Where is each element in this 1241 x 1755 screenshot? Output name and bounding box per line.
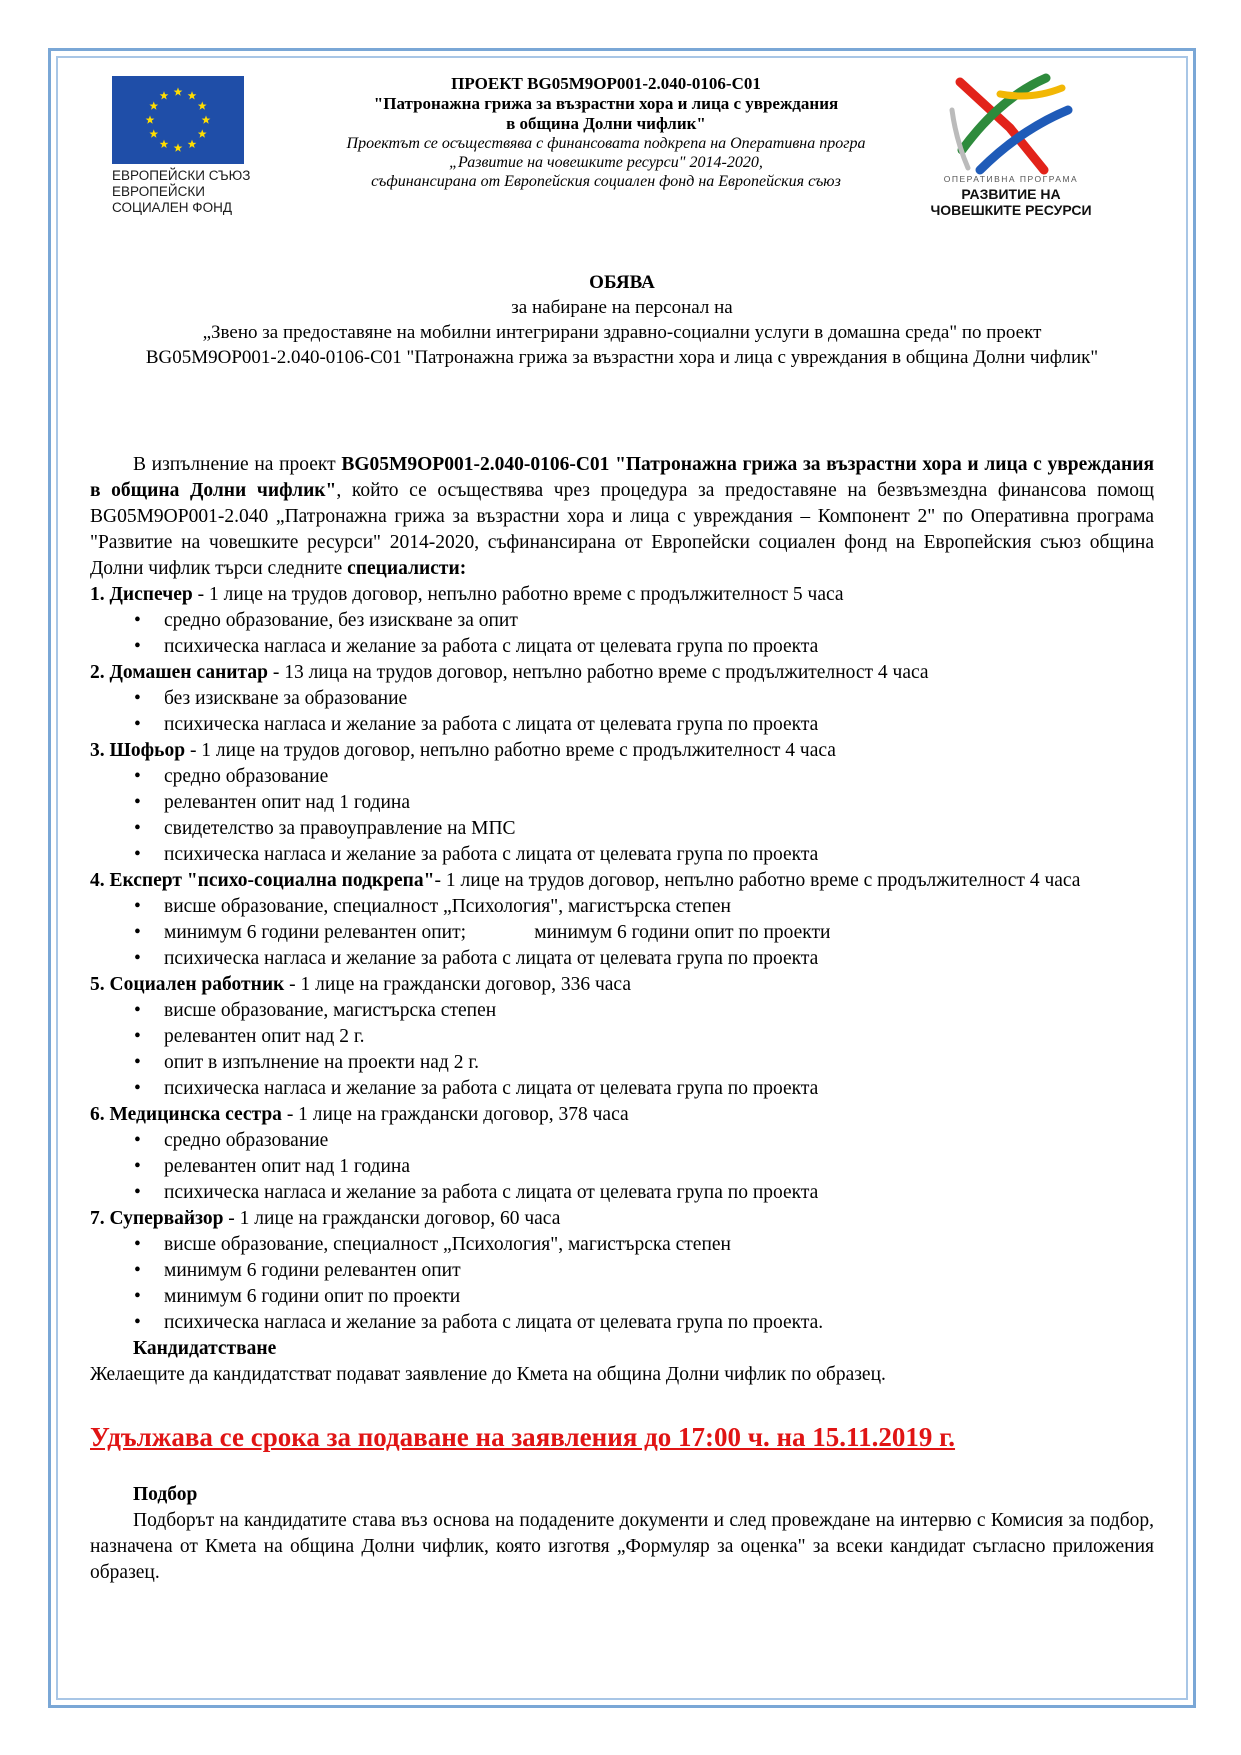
selection-text: Подборът на кандидатите става въз основа на подадените документи и след провеждане на интервю с Комисия за подбор, назначена от Кмета на община Долни чифлик, която изготвя „Формуляр за оценка" за всеки кандидат съгласно приложения образец. [90, 1510, 1154, 1583]
position-heading [90, 972, 1154, 998]
requirement-item: • висше образование, магистърска степен [134, 998, 1154, 1024]
application-text: Желаещите да кандидатстват подават заявление до Кмета на община Долни чифлик по образец. [90, 1364, 886, 1385]
requirement-list [90, 1232, 1154, 1336]
requirement-list [90, 894, 1154, 972]
selection-label: Подбор [133, 1484, 198, 1505]
position-heading [90, 1206, 1154, 1232]
funding-line: Проектът се осъществява с финансовата подкрепа на Оперативна програ [346, 135, 866, 152]
eu-label-line: ЕВРОПЕЙСКИ [112, 184, 205, 199]
op-label-big [926, 186, 1096, 218]
funding-line: „Развитие на човешките ресурси" 2014-2020, [449, 154, 763, 171]
position-desc: - 1 лице на граждански договор, 336 часа [284, 974, 631, 995]
position-title: 3. Шофьор [90, 740, 186, 761]
position-title: 4. Експерт "психо-социална подкрепа" [90, 870, 435, 891]
requirement-item: • висше образование, специалност „Психология", магистърска степен [134, 1232, 1154, 1258]
intro-text: , който се осъществява чрез процедура за предоставяне на безвъзмездна финансова помощ BG05M9OP001-2.040 „Патронажна грижа за възрастни хора и лица с увреждания – Компонент 2" по Оперативна програма "Развитие на човешките ресурси" 2014-2020, съфинансирана от Европейски социален фонд на Европейския съюз община Долни чифлик търси следните [90, 480, 1154, 579]
position-heading [90, 738, 1154, 764]
op-human-resources-logo [940, 70, 1080, 178]
requirement-item: • психическа нагласа и желание за работа с лицата от целевата група по проекта. [134, 1310, 1154, 1336]
announcement-heading: ОБЯВА [589, 272, 655, 293]
eu-label-line: СОЦИАЛЕН ФОНД [112, 200, 232, 215]
intro-specialists: специалисти: [347, 558, 467, 579]
requirement-item: • психическа нагласа и желание за работа с лицата от целевата група по проекта [134, 634, 1154, 660]
requirement-item: • психическа нагласа и желание за работа с лицата от целевата група по проекта [134, 1180, 1154, 1206]
requirement-item: • релевантен опит над 1 година [134, 1154, 1154, 1180]
requirement-item: • средно образование, без изискване за опит [134, 608, 1154, 634]
requirement-list [90, 998, 1154, 1102]
requirement-item: • психическа нагласа и желание за работа с лицата от целевата група по проекта [134, 842, 1154, 868]
op-label-line: РАЗВИТИЕ НА [961, 186, 1061, 202]
intro-paragraph [90, 452, 1154, 582]
requirement-item: • психическа нагласа и желание за работа с лицата от целевата група по проекта [134, 946, 1154, 972]
eu-label-line: ЕВРОПЕЙСКИ СЪЮЗ [112, 168, 251, 183]
project-title-line: "Патронажна грижа за възрастни хора и лица с увреждания [373, 94, 839, 113]
position-item [90, 1102, 1154, 1206]
position-title: 5. Социален работник [90, 974, 285, 995]
position-title: 1. Диспечер [90, 584, 193, 605]
position-heading [90, 582, 1154, 608]
project-code: ПРОЕКТ BG05M9OP001-2.040-0106-C01 [451, 74, 761, 93]
requirement-list [90, 764, 1154, 868]
requirement-item: • средно образование [134, 764, 1154, 790]
position-list [90, 582, 1154, 1336]
position-item [90, 1206, 1154, 1336]
requirement-list [90, 608, 1154, 660]
requirement-list [90, 1128, 1154, 1206]
requirement-item: • без изискване за образование [134, 686, 1154, 712]
announcement-title [90, 270, 1154, 370]
requirement-item: • минимум 6 години релевантен опит [134, 1258, 1154, 1284]
eu-label [112, 168, 262, 216]
position-heading [90, 1102, 1154, 1128]
requirement-item: • психическа нагласа и желание за работа с лицата от целевата група по проекта [134, 1076, 1154, 1102]
position-title: 6. Медицинска сестра [90, 1104, 282, 1125]
intro-project: BG05M9OP001-2.040-0106-C01 "Патронажна грижа за възрастни хора и лица с увреждания в община Долни чифлик" [90, 454, 1155, 501]
requirement-list [90, 686, 1154, 738]
position-item [90, 972, 1154, 1102]
deadline-notice: Удължава се срока за подаване на заявления до 17:00 ч. на 15.11.2019 г. [90, 1422, 956, 1452]
position-title: 2. Домашен санитар [90, 662, 268, 683]
position-item [90, 660, 1154, 738]
position-heading [90, 660, 1154, 686]
intro-text: В изпълнение на проект [133, 454, 342, 475]
funding-line: съфинансирана от Европейския социален фонд на Европейския съюз [371, 173, 841, 190]
position-desc: - 13 лица на трудов договор, непълно работно време с продължителност 4 часа [267, 662, 929, 683]
position-item [90, 582, 1154, 660]
requirement-item: • опит в изпълнение на проекти над 2 г. [134, 1050, 1154, 1076]
announcement-body [90, 452, 1154, 1586]
position-desc: - 1 лице на граждански договор, 378 часа [281, 1104, 629, 1125]
project-title-line: в община Долни чифлик" [506, 114, 706, 133]
announcement-subtitle: „Звено за предоставяне на мобилни интегрирани здравно-социални услуги в домашна среда" по проект [202, 322, 1042, 343]
requirement-item: • релевантен опит над 2 г. [134, 1024, 1154, 1050]
announcement-subtitle: за набиране на персонал на [511, 297, 733, 318]
position-heading [90, 868, 1154, 894]
requirement-item: • минимум 6 години релевантен опит; минимум 6 години опит по проекти [134, 920, 1154, 946]
application-label: Кандидатстване [133, 1338, 277, 1359]
requirement-item: • релевантен опит над 1 година [134, 790, 1154, 816]
requirement-item: • свидетелство за правоуправление на МПС [134, 816, 1154, 842]
requirement-item: • минимум 6 години опит по проекти [134, 1284, 1154, 1310]
position-item [90, 738, 1154, 868]
requirement-item: • психическа нагласа и желание за работа с лицата от целевата група по проекта [134, 712, 1154, 738]
position-item [90, 868, 1154, 972]
eu-flag-logo [112, 76, 244, 164]
requirement-item: • висше образование, специалност „Психология", магистърска степен [134, 894, 1154, 920]
position-desc: - 1 лице на граждански договор, 60 часа [223, 1208, 561, 1229]
op-label-small: ОПЕРАТИВНА ПРОГРАМА [943, 174, 1079, 184]
project-header [300, 74, 912, 191]
position-desc: - 1 лице на трудов договор, непълно работно време с продължителност 5 часа [192, 584, 844, 605]
position-desc: - 1 лице на трудов договор, непълно работно време с продължителност 4 часа [185, 740, 836, 761]
position-title: 7. Супервайзор [90, 1208, 224, 1229]
announcement-subtitle: BG05M9OP001-2.040-0106-C01 "Патронажна грижа за възрастни хора и лица с увреждания в община Долни чифлик" [145, 347, 1099, 368]
requirement-item: • средно образование [134, 1128, 1154, 1154]
op-label-line: ЧОВЕШКИТЕ РЕСУРСИ [930, 202, 1092, 218]
position-desc: - 1 лице на трудов договор, непълно работно време с продължителност 4 часа [434, 870, 1081, 891]
